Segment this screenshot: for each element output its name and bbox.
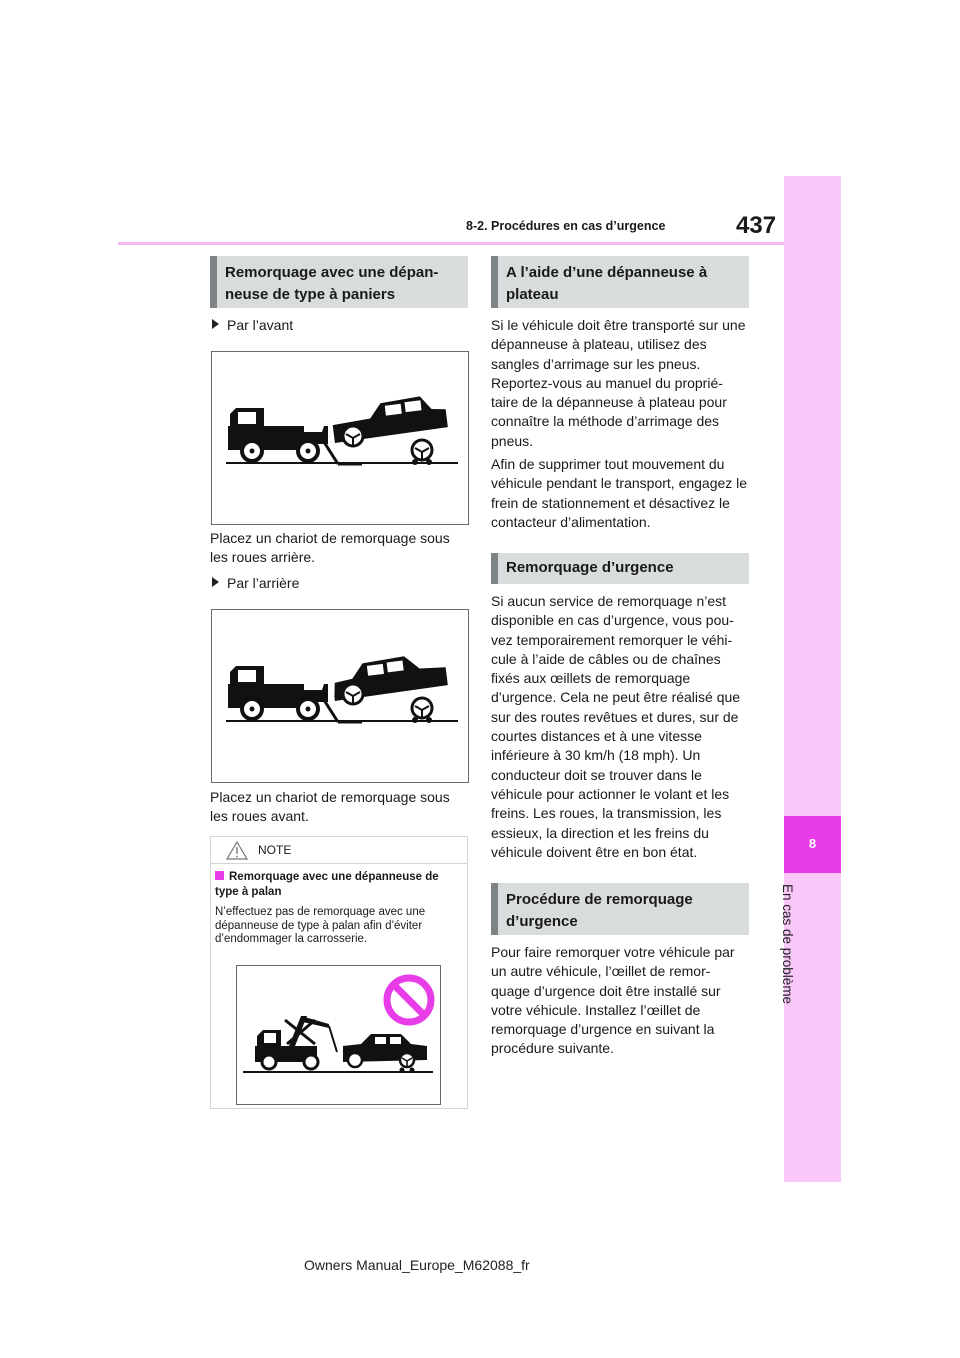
tow-front-illustration (212, 352, 468, 524)
note-text: N’effectuez pas de remorquage avec une dépanneuse de type à palan afin d’éviter d’endommager la carrosserie. (215, 906, 426, 945)
note-divider (210, 863, 468, 864)
bullet-front-label: Par l’avant (227, 317, 294, 333)
hoist-tow-illustration (237, 966, 440, 1104)
para-flatbed-2: Afin de supprimer tout mouvement du véhicule pendant le transport, engagez le frein de stationnement et désactivez le contacteur d’alimentation. (491, 456, 748, 530)
note-subheading (215, 870, 463, 900)
chapter-title-text: En cas de problème (780, 884, 795, 1005)
heading-emergency-towing: Remorquage d’urgence (491, 553, 749, 584)
header-rule (118, 242, 784, 245)
bullet-triangle-icon (212, 319, 219, 329)
chapter-side-tab (784, 176, 841, 1182)
para-flatbed-1: Si le véhicule doit être transporté sur une dépanneuse à plateau, utilisez des sangles d’arrimage sur les pneus. Reportez-vous au manuel du proprié-taire de la dépanneuse à plateau pour connaître la méthode d’arrimage des pneus. (491, 317, 746, 449)
chapter-title (780, 884, 808, 1005)
bullet-rear (212, 575, 299, 591)
chapter-number: 8 (808, 836, 817, 851)
footer-document-id: Owners Manual_Europe_M62088_fr (304, 1257, 530, 1273)
para-towing-procedure: Pour faire remorquer votre véhicule par un autre véhicule, l’œillet de remor-quage d’urgence doit être installé sur votre véhicule. Installez l’œillet de remorquage d’urgence en suivant la procédure suivante. (491, 944, 735, 1057)
figure-hoist-prohibited (236, 965, 441, 1105)
note-subheading-text: Remorquage avec une dépanneuse de type à palan (215, 871, 439, 898)
figure-tow-front (211, 351, 469, 525)
magenta-square-icon (215, 871, 224, 880)
heading-flatbed: A l’aide d’une dépanneuse à plateau (491, 256, 749, 308)
page-number: 437 (736, 212, 777, 239)
section-path: 8-2. Procédures en cas d’urgence (466, 219, 666, 233)
para-emergency-towing: Si aucun service de remorquage n’est disponible en cas d’urgence, vous pou-vez temporairement remorquer le véhi-cule à l’aide de câbles ou de chaînes fixés aux œillets de remorquage d’urgence. Cela ne peut être réalisé que sur des routes revêtues et dures, sur de courtes distances et à une vitesse inférieure à 30 km/h (18 mph). Un conducteur doit se trouver dans le véhicule pour actionner le volant et les freins. Les roues, la transmission, les essieux, la direction et les freins du véhicule doivent être en bon état. (491, 593, 741, 860)
bullet-rear-label: Par l’arrière (227, 575, 300, 591)
note-label: NOTE (258, 843, 292, 857)
bullet-front (212, 317, 293, 333)
caption-front: Placez un chariot de remorquage sous les roues arrière. (210, 530, 450, 566)
figure-tow-rear (211, 609, 469, 783)
bullet-triangle-icon (212, 577, 219, 587)
caption-rear: Placez un chariot de remorquage sous les roues avant. (210, 789, 450, 825)
heading-wheel-lift: Remorquage avec une dépan-neuse de type à paniers (210, 256, 468, 308)
heading-towing-procedure: Procédure de remorquage d’urgence (491, 883, 749, 935)
tow-rear-illustration (212, 610, 468, 782)
caution-triangle-icon (226, 841, 248, 860)
